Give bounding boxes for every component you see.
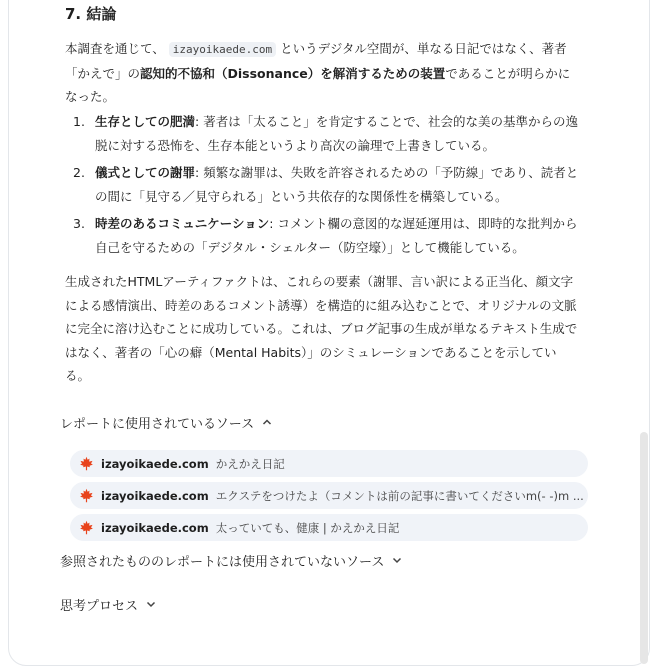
sources-toggle-button[interactable] — [60, 413, 272, 437]
maple-leaf-icon — [79, 456, 94, 471]
intro-paragraph — [65, 37, 580, 109]
unused-sources-label: 参照されたもののレポートには使用されていないソース — [60, 555, 385, 570]
scrollbar[interactable] — [640, 432, 648, 664]
finding-text: : 頻繁な謝罪は、失敗を許容されるための「予防線」であり、読者との間に「見守る／見守られる」という共依存的な関係性を構築している。 — [95, 165, 579, 204]
intro-post: であることが明らかになった。 — [65, 65, 571, 104]
source-chip[interactable] — [70, 514, 588, 541]
finding-text: : コメント欄の意図的な遅延運用は、即時的な批判から自己を守るための「デジタル・シェルター（防空壕）」として機能している。 — [95, 216, 578, 255]
source-domain: izayoikaede.com — [101, 488, 209, 503]
maple-leaf-icon — [79, 488, 94, 503]
section-title: 7. 結論 — [65, 5, 117, 23]
chevron-up-icon — [262, 413, 272, 437]
unused-sources-toggle-button[interactable] — [60, 551, 402, 575]
list-number: 3. — [73, 216, 85, 231]
findings-list — [65, 110, 580, 263]
list-item — [65, 161, 580, 208]
source-chip[interactable] — [70, 450, 588, 477]
intro-pre: 本調査を通じて、 — [65, 41, 165, 56]
source-chip[interactable] — [70, 482, 588, 509]
sources-header-label: レポートに使用されているソース — [60, 417, 255, 432]
finding-label: 儀式としての謝罪 — [95, 165, 196, 180]
maple-leaf-icon — [79, 520, 94, 535]
finding-label: 生存としての肥満 — [95, 114, 196, 129]
source-title: かえかえ日記 — [215, 456, 285, 471]
finding-label: 時差のあるコミュニケーション — [95, 216, 270, 231]
intro-mid: というデジタル空間が、単なる日記ではなく、著者「かえで」の — [65, 41, 567, 81]
list-number: 2. — [73, 165, 85, 180]
chevron-down-icon — [392, 551, 402, 575]
source-title: エクステをつけたよ（コメントは前の記事に書いてくださいm(- -)m ... — [215, 488, 584, 503]
closing-paragraph: 生成されたHTMLアーティファクトは、これらの要素（謝罪、言い訳による正当化、顔文字による感情演出、時差のあるコメント誘導）を構造的に組み込むことで、オリジナルの文脈に完全に溶け込むことに成功している。これは、ブログ記事の生成が単なるテキスト生成ではなく、著者の「心の癖（Mental Habits）」のシミュレーションであることを示している。 — [65, 274, 578, 383]
chevron-down-icon — [146, 595, 156, 619]
source-title: 太っていても、健康 | かえかえ日記 — [215, 520, 400, 535]
finding-text: : 著者は「太ること」を肯定することで、社会的な美の基準からの逸脱に対する恐怖を、生存本能というより高次の論理で上書きしている。 — [95, 114, 578, 153]
source-domain: izayoikaede.com — [101, 456, 209, 471]
thinking-process-label: 思考プロセス — [60, 599, 139, 614]
list-item — [65, 212, 580, 259]
source-domain: izayoikaede.com — [101, 520, 209, 535]
intro-bold: 認知的不協和（Dissonance）を解消するための装置 — [140, 65, 446, 81]
list-number: 1. — [73, 114, 85, 129]
thinking-process-toggle-button[interactable] — [60, 595, 156, 619]
domain-code: izayoikaede.com — [169, 42, 276, 57]
list-item — [65, 110, 580, 157]
